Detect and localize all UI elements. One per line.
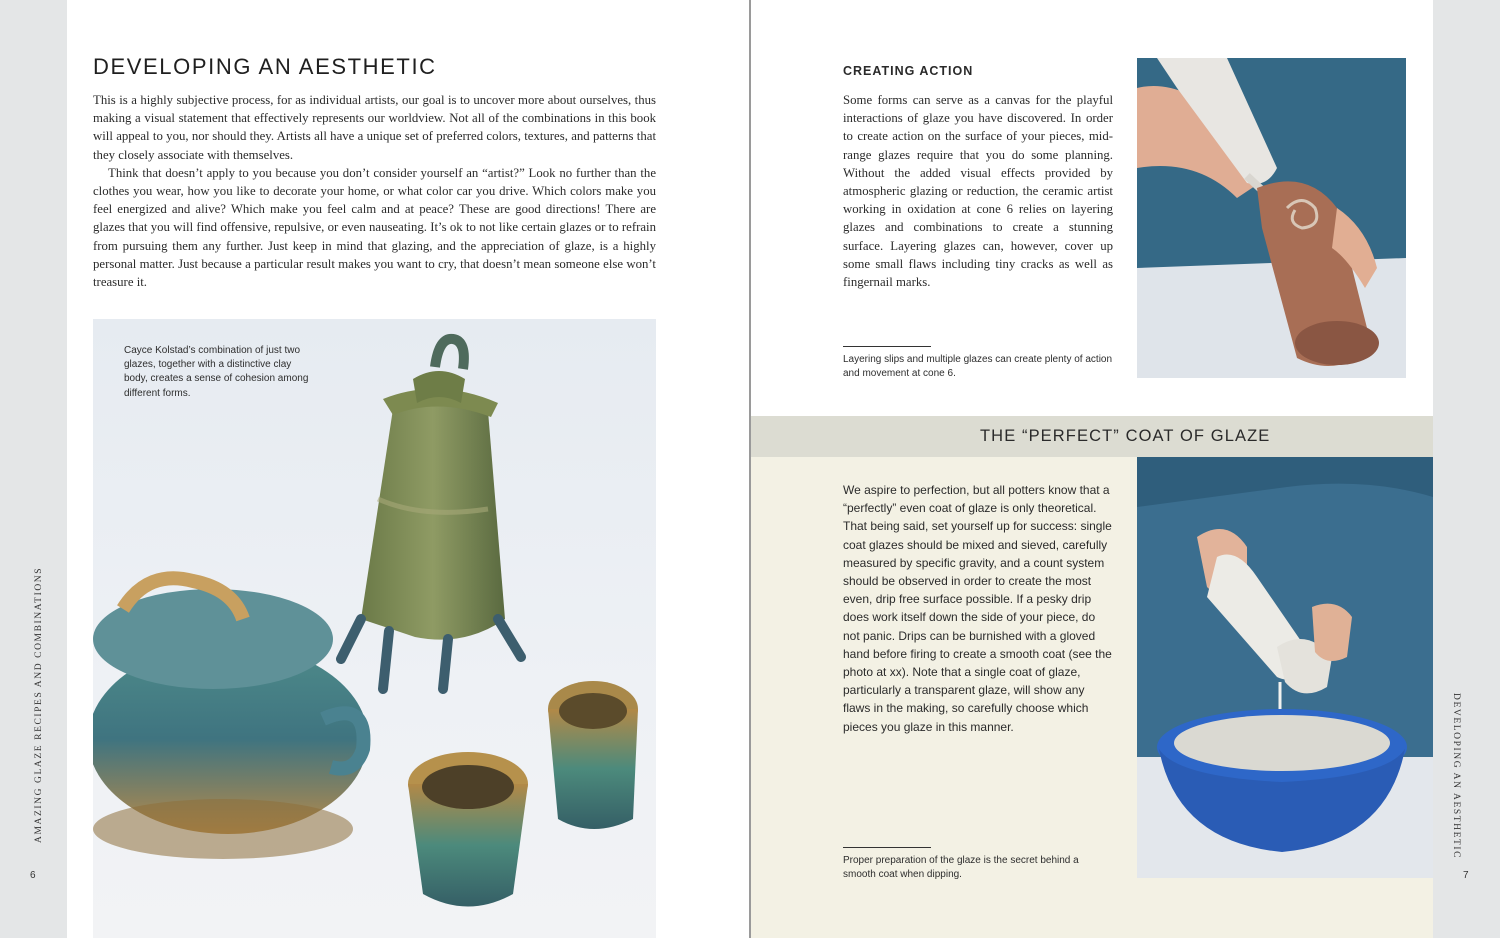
caption-rule xyxy=(843,346,931,347)
intro-paragraph-2: Think that doesn’t apply to you because you don’t consider yourself an “artist?” Look no further than the clothes you wear, how you like to decorate your home, or what color car you drive. Which colors make you feel energized and alive? Which make you feel calm and at peace? These are good directions! There are glazes that you will find offensive, repulsive, or even nauseating. It’s ok to not like certain glazes or to refrain from pursuing them any further. Just keep in mind that glazing, and the appreciation of glaze, is a highly personal matter. Just because a particular result makes you want to cry, that doesn’t mean someone else won’t treasure it. xyxy=(93,165,656,290)
running-head-right: DEVELOPING AN AESTHETIC xyxy=(1451,693,1461,860)
running-head-left: AMAZING GLAZE RECIPES AND COMBINATIONS xyxy=(34,566,44,843)
pottery-photo xyxy=(93,319,656,938)
left-page xyxy=(0,0,749,938)
glaze-bottle-photo xyxy=(1137,58,1406,378)
layering-photo-caption: Layering slips and multiple glazes can create plenty of action and movement at cone 6. xyxy=(843,354,1113,380)
page-number-left: 6 xyxy=(30,870,36,881)
pottery-photo-caption: Cayce Kolstad’s combination of just two glazes, together with a distinctive clay body, creates a sense of cohesion among different forms. xyxy=(124,345,309,399)
page-number-right: 7 xyxy=(1463,870,1469,881)
section-title: DEVELOPING AN AESTHETIC xyxy=(93,54,437,79)
intro-text xyxy=(93,91,656,291)
dipping-photo-caption: Proper preparation of the glaze is the secret behind a smooth coat when dipping. xyxy=(843,855,1079,881)
creating-action-heading: CREATING ACTION xyxy=(843,64,974,78)
caption-rule-2 xyxy=(843,847,931,848)
creating-action-text: Some forms can serve as a canvas for the playful interactions of glaze you have discovered. In order to create action on the surface of your pieces, mid-range glazes require that you do some planning. Without the added visual effects provided by atmospheric glazing or reduction, the ceramic artist working in oxidation at cone 6 relies on layering glazes and combinations to create a stunning surface. Layering glazes can, however, cover up some small flaws including tiny cracks as well as fingernail marks. xyxy=(843,93,1113,290)
glaze-dipping-photo xyxy=(1137,457,1433,878)
sidebar-title: THE “PERFECT” COAT OF GLAZE xyxy=(980,427,1271,445)
sidebar-text: We aspire to perfection, but all potters know that a “perfectly” even coat of glaze is only theoretical. That being said, set yourself up for success: single coat glazes should be mixed and sieved, carefully measured by specific gravity, and a count system should be observed in order to create the most even, drip free surface possible. If a pesky drip does work itself down the side of your piece, do not panic. Drips can be burnished with a gloved hand before firing to create a smooth coat (see the photo at xx). Note that a single coat of glaze, particularly a transparent glaze, will show any flaws in the making, so carefully choose which pieces you glaze in this manner. xyxy=(843,483,1112,734)
intro-paragraph-1: This is a highly subjective process, for as individual artists, our goal is to uncover more about ourselves, thus making a visual statement that effectively represents our worldview. Not all of the combinations in this book will appeal to you, nor should they. Artists all have a unique set of preferred colors, textures, and patterns that they closely associate with themselves. xyxy=(93,93,656,162)
right-margin-strip xyxy=(1433,0,1500,938)
